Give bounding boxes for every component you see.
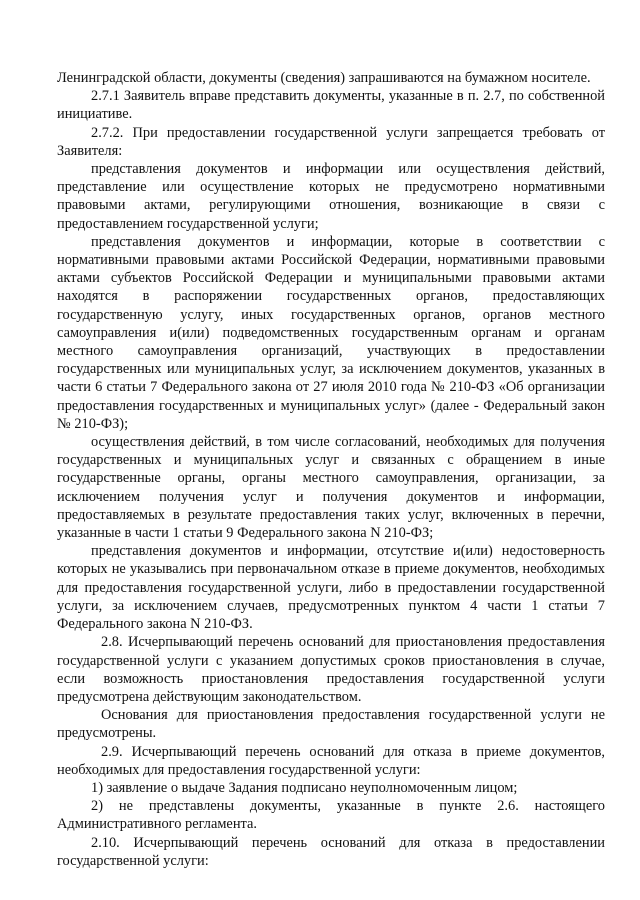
paragraph-reject-reason-1: 1) заявление о выдаче Задания подписано неуполномоченным лицом; <box>91 779 518 796</box>
paragraph-2-7-1: 2.7.1 Заявитель вправе представить документы, указанные в п. 2.7, по собственной инициативе. <box>57 88 605 123</box>
document-page <box>57 69 605 870</box>
paragraph-2-8: 2.8. Исчерпывающий перечень оснований для приостановления предоставления государственной услуги с указанием допустимых сроков приостановления в случае, если возможность приостановления предоставления государственной услуги предусмотрена действующим законодательством. <box>57 634 605 705</box>
paragraph-suspension-grounds: Основания для приостановления предоставления государственной услуги не предусмотрены. <box>57 707 605 742</box>
paragraph-requirement-3: осуществления действий, в том числе согласований, необходимых для получения государственных и муниципальных услуг и связанных с обращением в иные государственные органы, органы местного самоуправления, организации, за исключением получения услуг и получения документов и информации, предоставляемых в результате предоставления таких услуг, включенных в перечни, указанные в части 1 статьи 9 Федерального закона N 210-ФЗ; <box>57 434 605 542</box>
paragraph-requirement-1: представления документов и информации или осуществления действий, представление или осуществление которых не предусмотрено нормативными правовыми актами, регулирующими отношения, возникающие в связи с предоставлением государственной услуги; <box>57 161 605 232</box>
paragraph-2-9: 2.9. Исчерпывающий перечень оснований для отказа в приеме документов, необходимых для предоставления государственной услуги: <box>57 743 605 778</box>
paragraph-2-10: 2.10. Исчерпывающий перечень оснований для отказа в предоставлении государственной услуги: <box>57 834 605 869</box>
paragraph-2-7-2: 2.7.2. При предоставлении государственной услуги запрещается требовать от Заявителя: <box>57 124 605 159</box>
paragraph-continuation: Ленинградской области, документы (сведения) запрашиваются на бумажном носителе. <box>57 70 591 86</box>
paragraph-reject-reason-2: 2) не представлены документы, указанные в пункте 2.6. настоящего Административного регламента. <box>57 798 605 833</box>
paragraph-requirement-2: представления документов и информации, которые в соответствии с нормативными правовыми актами Российской Федерации, нормативными правовыми актами субъектов Российской Федерации и муниципальными правовыми актами находятся в распоряжении государственных органов, предоставляющих государственную услугу, иных государственных органов, органов местного самоуправления и(или) подведомственных государственным органам и органам местного самоуправления организаций, участвующих в предоставлении государственных или муниципальных услуг, за исключением документов, указанных в части 6 статьи 7 Федерального закона от 27 июля 2010 года № 210-ФЗ «Об организации предоставления государственных и муниципальных услуг» (далее - Федеральный закон № 210-ФЗ); <box>57 233 605 432</box>
paragraph-requirement-4: представления документов и информации, отсутствие и(или) недостоверность которых не указывались при первоначальном отказе в приеме документов, необходимых для предоставления государственной услуги, либо в предоставлении государственной услуги, за исключением случаев, предусмотренных пунктом 4 части 1 статьи 7 Федерального закона N 210-ФЗ. <box>57 543 605 633</box>
